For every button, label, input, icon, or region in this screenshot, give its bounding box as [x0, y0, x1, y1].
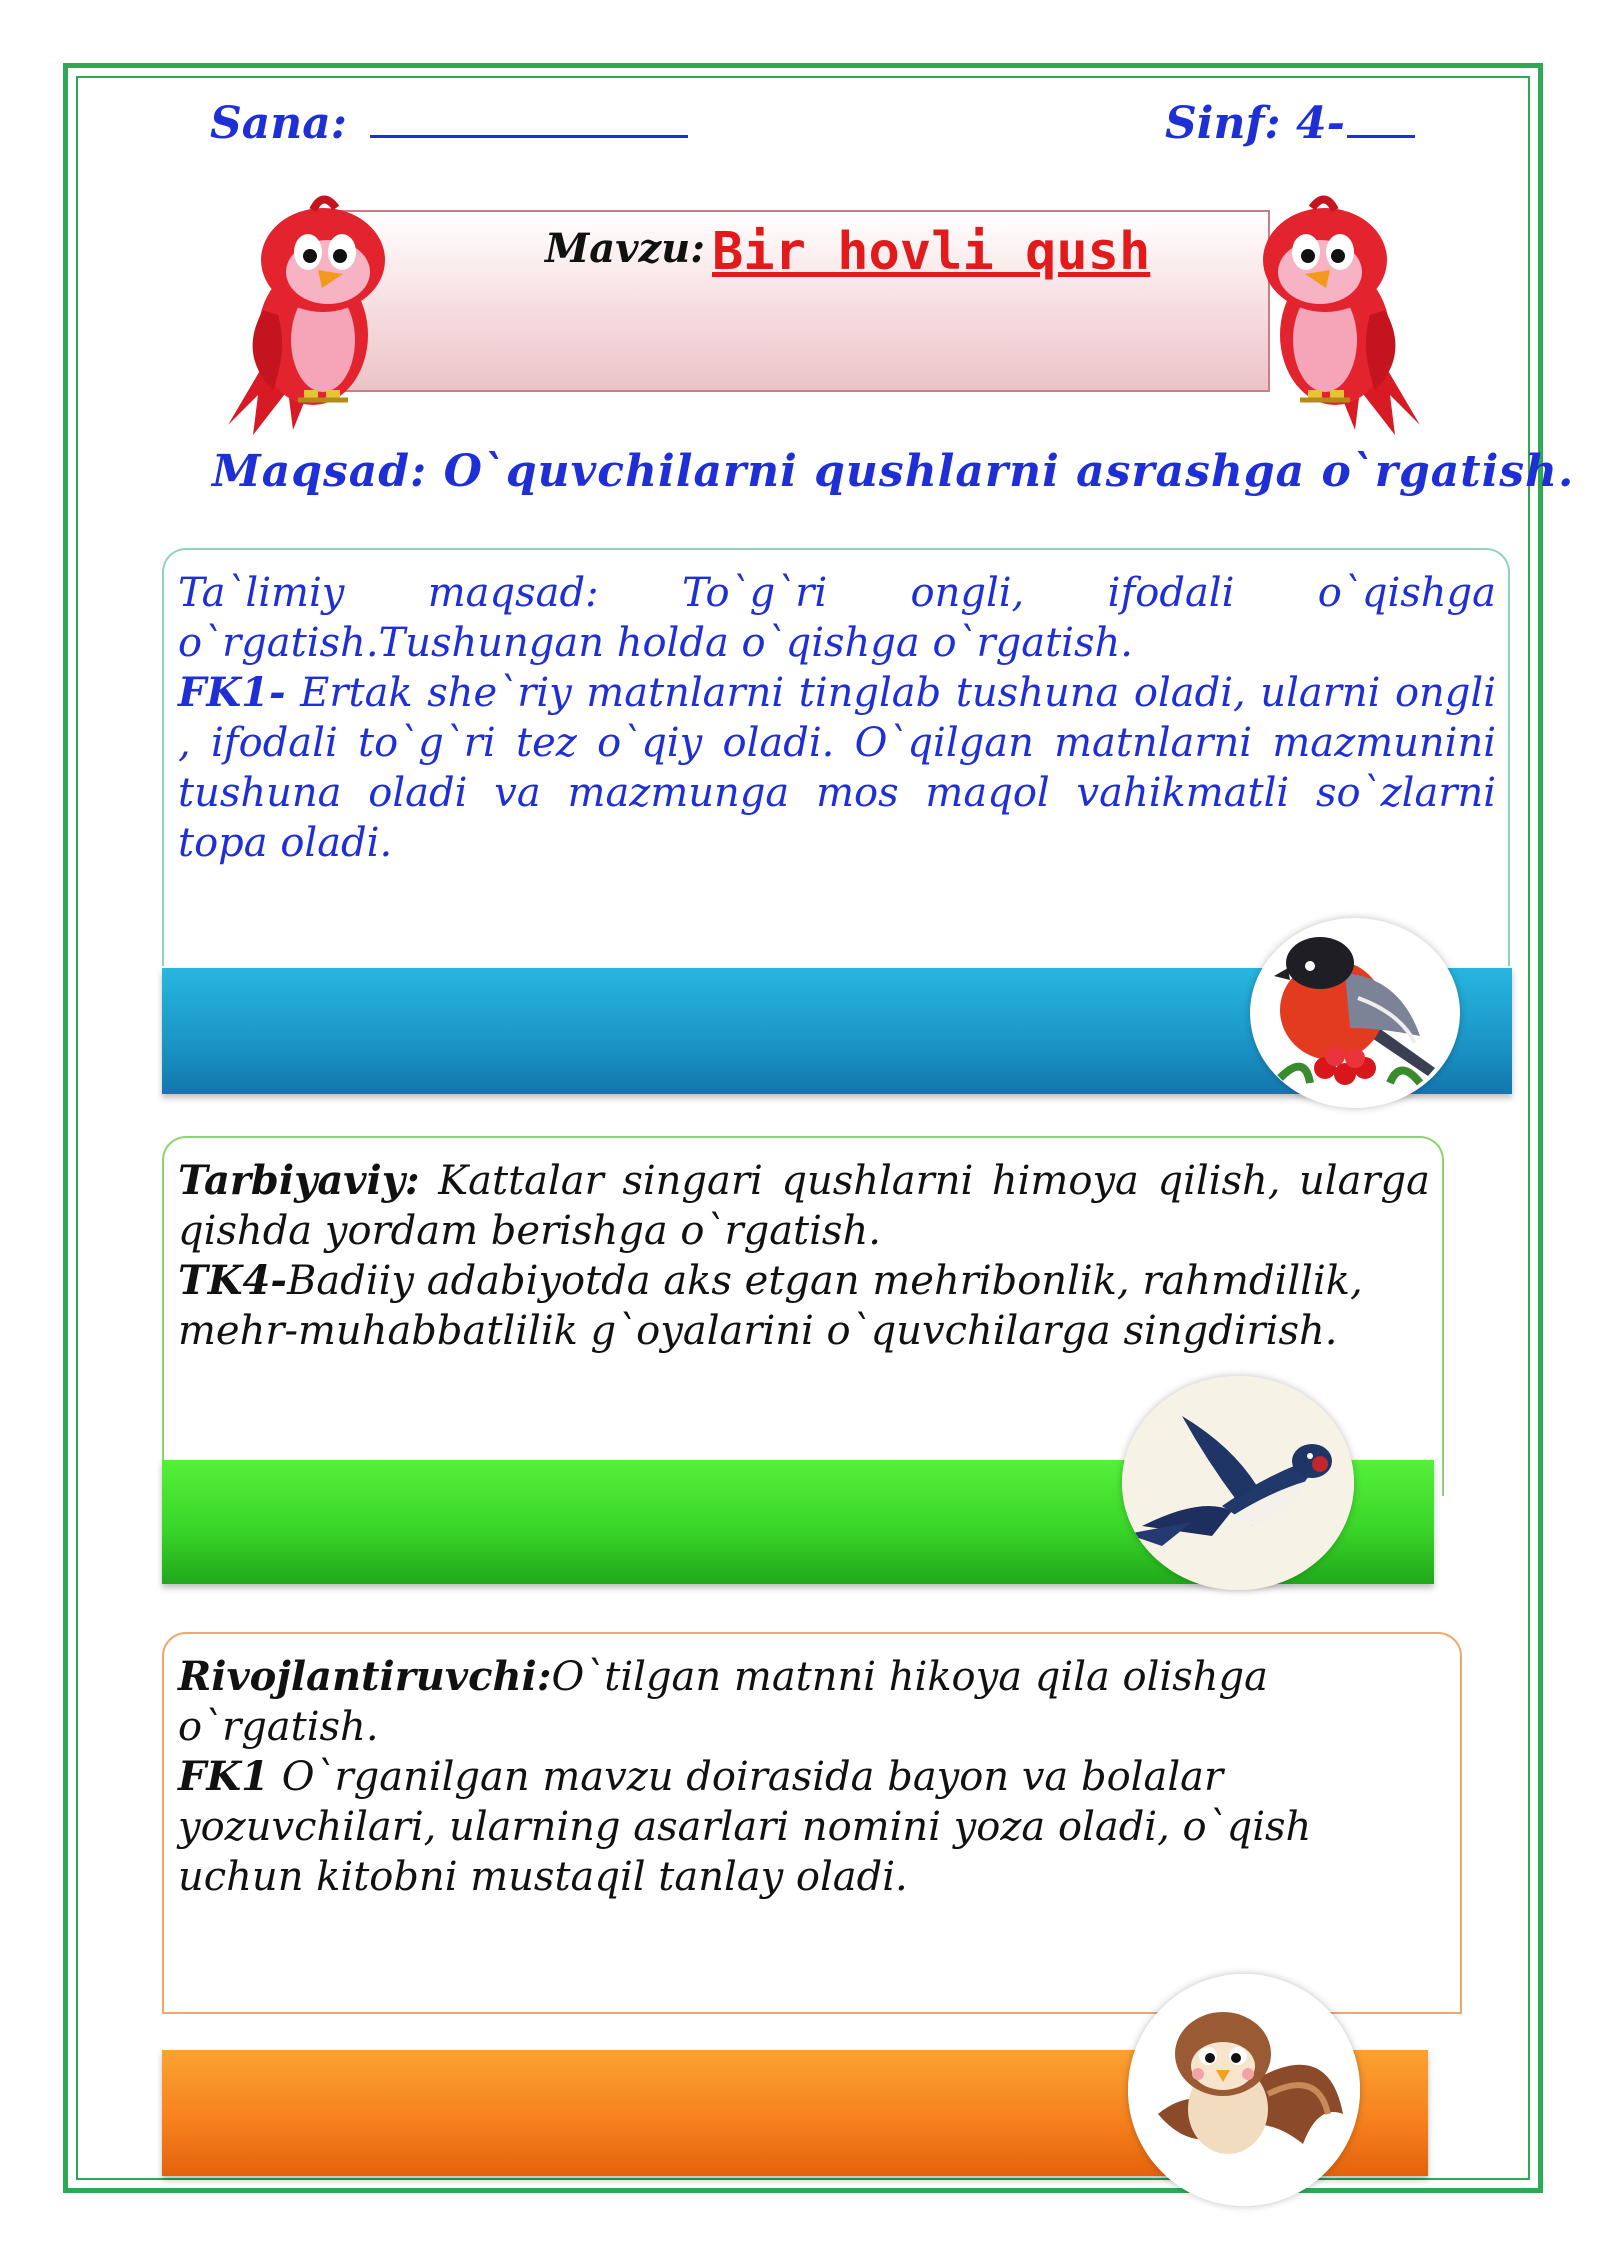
date-label: Sana: — [210, 98, 348, 149]
fk1-text: Ertak she`riy matnlarni tinglab tushuna oladi, ularni ongli , ifodali to`g`ri tez o`qiy oladi. O`qilgan matnlarni mazmunini tushuna oladi va mazmunga mos maqol vahikmatli so`zlarni topa oladi. — [178, 670, 1496, 866]
upbringing-label: Tarbiyaviy: — [178, 1157, 420, 1204]
developmental-text: O`tilgan matnni hikoya qila olishga o`rgatish. — [178, 1654, 1268, 1750]
topic-title: Bir hovli qush — [712, 222, 1151, 282]
bullfinch-icon — [1250, 918, 1460, 1108]
fk1-label-2: FK1 — [178, 1753, 269, 1800]
class-label: Sinf: 4- — [1165, 98, 1345, 149]
sparrow-icon — [1128, 1974, 1360, 2206]
developmental-goal-text — [178, 1652, 1448, 1902]
red-cartoon-bird-icon — [218, 190, 398, 440]
date-blank-line — [370, 99, 688, 138]
red-cartoon-bird-icon — [1250, 190, 1430, 440]
developmental-label: Rivojlantiruvchi: — [178, 1653, 552, 1700]
educational-goal-text — [178, 568, 1496, 868]
upbringing-text: Kattalar singari qushlarni himoya qilish, ularga qishda yordam berishga o`rgatish. — [178, 1158, 1430, 1254]
swallow-icon — [1122, 1376, 1354, 1590]
goal-statement: Maqsad: O`quvchilarni qushlarni asrashga o`rgatish. — [212, 446, 1575, 497]
fk1-text-2: O`rganilgan mavzu doirasida bayon va bolalar yozuvchilari, ularning asarlari nomini yoza oladi, o`qish uchun kitobni mustaqil tanlay oladi. — [178, 1754, 1312, 1900]
date-field — [210, 98, 688, 149]
tk4-label: TK4- — [178, 1257, 287, 1304]
class-blank-line — [1347, 99, 1415, 138]
class-field — [1165, 98, 1415, 149]
educational-goal-line: Ta`limiy maqsad: To`g`ri ongli, ifodali o`qishga o`rgatish.Tushungan holda o`qishga o`rgatish. — [178, 570, 1496, 666]
upbringing-goal-text — [178, 1156, 1430, 1356]
fk1-label: FK1- — [178, 669, 286, 716]
tk4-text: Badiiy adabiyotda aks etgan mehribonlik, rahmdillik, mehr-muhabbatlilik g`oyalarini o`quvchilarga singdirish. — [178, 1258, 1363, 1354]
topic-label: Mavzu: — [545, 225, 705, 272]
